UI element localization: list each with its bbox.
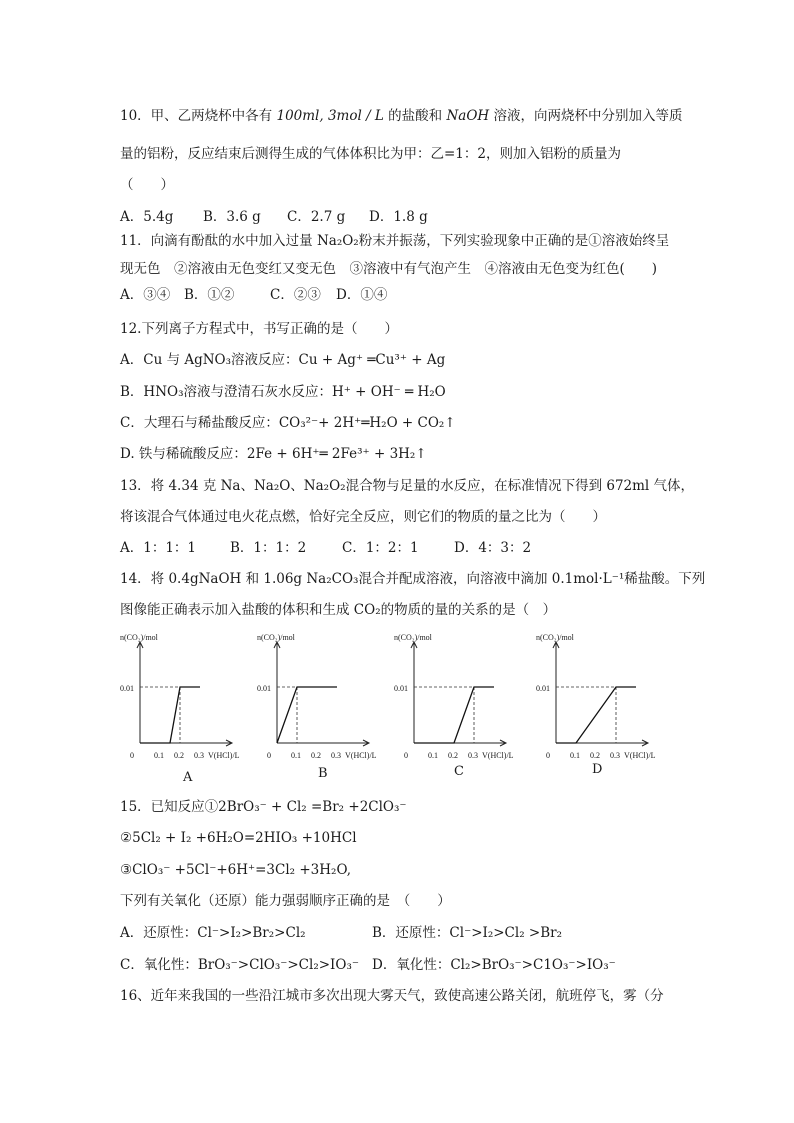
q13-line1: 13．将 4.34 克 Na、Na₂O、Na₂O₂混合物与足量的水反应，在标准情况下得到 672ml 气体， <box>120 478 695 494</box>
q10-option-a: A．5.4g <box>120 209 174 225</box>
q12-option-a: A．Cu 与 AgNO₃溶液反应：Cu + Ag⁺ ═Cu³⁺ + Ag <box>120 352 446 368</box>
chart-b-y-tick-label: 0.01 <box>257 684 271 693</box>
q14-line1: 14．将 0.4gNaOH 和 1.06g Na₂CO₃混合并配成溶液，向溶液中滴加 0.1mol·L⁻¹稀盐酸。下列 <box>120 571 706 587</box>
chart-c-xlabel: V(HCl)/L <box>482 751 514 760</box>
chart-c-x-tick-label: 0.3 <box>468 751 478 760</box>
q12-option-b: B．HNO₃溶液与澄清石灰水反应：H⁺ + OH⁻ ═ H₂O <box>120 384 446 400</box>
chart-d-caption: D <box>592 762 603 777</box>
chart-b-x-tick-label: 0.1 <box>291 751 301 760</box>
q13-option-d: D．4：3：2 <box>454 540 532 556</box>
q10-text-e: 溶液，向两烧杯中分别加入等质 <box>489 108 683 124</box>
chart-b-caption: B <box>318 766 328 781</box>
q15-reaction2: ②5Cl₂ + I₂ +6H₂O=2HIO₃ +10HCl <box>120 830 357 846</box>
chart-b-x-tick-label: 0 <box>267 751 271 760</box>
q15-option-a: A．还原性：Cl⁻>I₂>Br₂>Cl₂ <box>120 925 306 941</box>
q11-line1: 11．向滴有酚酞的水中加入过量 Na₂O₂粉末并振荡，下列实验现象中正确的是①溶液始终呈 <box>120 233 670 249</box>
q15-option-c: C．氧化性：BrO₃⁻>ClO₃⁻>Cl₂>IO₃⁻ <box>120 957 359 973</box>
chart-d-x-tick-label: 0.2 <box>590 751 600 760</box>
q12-stem: 12.下列离子方程式中，书写正确的是（ ） <box>120 321 398 337</box>
chart-d-xlabel: V(HCl)/L <box>624 751 656 760</box>
q11-option-c: C．②③ <box>270 287 321 303</box>
q13-options <box>120 539 531 557</box>
chart-d-y-tick-label: 0.01 <box>536 684 550 693</box>
chart-c-series-line <box>414 687 494 743</box>
q11-option-d: D．①④ <box>336 287 388 303</box>
chart-a-x-tick-label: 0.2 <box>174 751 184 760</box>
chart-c-caption: C <box>454 764 464 779</box>
q15-option-d: D．氧化性：Cl₂>BrO₃⁻>C1O₃⁻>IO₃⁻ <box>372 957 616 973</box>
chart-c-x-tick-label: 0.2 <box>448 751 458 760</box>
q12-option-c: C．大理石与稀盐酸反应：CO₃²⁻+ 2H⁺═H₂O + CO₂↑ <box>120 415 456 431</box>
chart-a-series-line <box>140 687 200 743</box>
chart-d-x-tick-label: 0.1 <box>570 751 580 760</box>
q10-option-d: D．1.8 g <box>369 209 428 225</box>
chart-a-xlabel: V(HCl)/L <box>208 751 240 760</box>
q11-option-b: B．①② <box>184 287 235 303</box>
q10-option-c: C．2.7 g <box>287 209 346 225</box>
chart-c-x-tick-label: 0 <box>404 751 408 760</box>
q11-options <box>120 286 387 304</box>
q10-option-b: B．3.6 g <box>203 209 261 225</box>
chart-d-x-tick-label: 0.3 <box>610 751 620 760</box>
chart-d <box>534 628 704 788</box>
chart-d-series-line <box>556 687 636 743</box>
q16-line1: 16、近年来我国的一些沿江城市多次出现大雾天气，致使高速公路关闭，航班停飞，雾（分 <box>120 988 664 1004</box>
q10-line1 <box>120 107 682 125</box>
chart-a-caption: A <box>183 770 193 785</box>
chart-a-y-tick-label: 0.01 <box>120 684 134 693</box>
chart-a-x-tick-label: 0.3 <box>194 751 204 760</box>
q13-option-b: B．1：1：2 <box>230 540 307 556</box>
q15-reaction3: ③ClO₃⁻ +5Cl⁻+6H⁺=3Cl₂ +3H₂O, <box>120 862 352 878</box>
q10-line2: 量的铝粉，反应结束后测得生成的气体体积比为甲：乙=1：2，则加入铝粉的质量为 <box>120 146 621 162</box>
q10-text-b: 100ml, 3mol / L <box>276 108 384 124</box>
chart-b-ylabel: n(CO₂)/mol <box>257 633 295 642</box>
chart-d-svg <box>534 628 704 788</box>
q13-option-c: C．1：2：1 <box>342 540 419 556</box>
q10-text-d: NaOH <box>446 108 490 124</box>
q10-text-a: 10．甲、乙两烧杯中各有 <box>120 108 277 124</box>
q13-line2: 将该混合气体通过电火花点燃，恰好完全反应，则它们的物质的量之比为（ ） <box>120 509 606 525</box>
q12-option-d: D. 铁与稀硫酸反应：2Fe + 6H⁺═ 2Fe³⁺ + 3H₂↑ <box>120 446 427 462</box>
q11-option-a: A．③④ <box>120 287 171 303</box>
chart-c-ylabel: n(CO₂)/mol <box>394 633 432 642</box>
q15-stem: 下列有关氧化（还原）能力强弱顺序正确的是 （ ） <box>120 893 451 909</box>
chart-d-ylabel: n(CO₂)/mol <box>536 633 574 642</box>
q10-line3: （ ） <box>120 177 174 193</box>
q10-options <box>120 208 428 226</box>
q14-line2: 图像能正确表示加入盐酸的体积和生成 CO₂的物质的量的关系的是（ ） <box>120 602 557 618</box>
q15-option-b: B．还原性：Cl⁻>I₂>Cl₂ >Br₂ <box>372 925 563 941</box>
chart-b-xlabel: V(HCl)/L <box>345 751 377 760</box>
chart-c-y-tick-label: 0.01 <box>394 684 408 693</box>
q10-text-c: 的盐酸和 <box>383 108 447 124</box>
chart-a-x-tick-label: 0.1 <box>154 751 164 760</box>
q11-line2: 现无色 ②溶液由无色变红又变无色 ③溶液中有气泡产生 ④溶液由无色变为红色( ) <box>120 261 658 277</box>
q15-reaction1: 15．已知反应①2BrO₃⁻ + Cl₂ =Br₂ +2ClO₃⁻ <box>120 799 407 815</box>
chart-d-x-tick-label: 0 <box>546 751 550 760</box>
chart-a-ylabel: n(CO₂)/mol <box>120 633 158 642</box>
chart-b-series-line <box>277 687 337 743</box>
chart-c-x-tick-label: 0.1 <box>428 751 438 760</box>
chart-b-x-tick-label: 0.3 <box>331 751 341 760</box>
q13-option-a: A．1：1：1 <box>120 540 197 556</box>
chart-a-x-tick-label: 0 <box>130 751 134 760</box>
chart-b-x-tick-label: 0.2 <box>311 751 321 760</box>
